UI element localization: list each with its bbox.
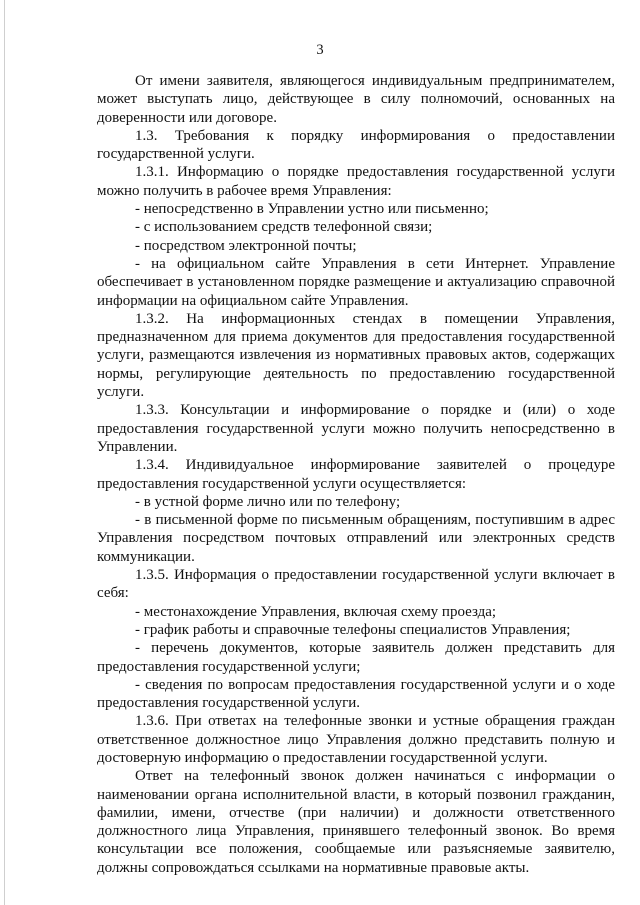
list-item-email: - посредством электронной почты; [135,237,357,254]
paragraph-representative: От имени заявителя, являющегося индивидуальным предпринимателем, может выступать лицо, действующее в силу полномочий, основанных на доверенности или договоре. [97,73,615,126]
list-item-status-info: - сведения по вопросам предоставления государственной услуги и о ходе предоставления государственной услуги. [97,676,615,712]
paragraph-1-3-1: 1.3.1. Информацию о порядке предоставления государственной услуги можно получить в рабочее время Управления: [97,164,615,199]
page-number: 3 [316,42,324,58]
list-item-location: - местонахождение Управления, включая схему проезда; [135,603,497,620]
list-item-documents: - перечень документов, которые заявитель должен представить для предоставления государственной услуги; [97,640,615,675]
scan-edge-line [4,0,5,905]
list-item-website: - на официальном сайте Управления в сети Интернет. Управление обеспечивает в установленном порядке размещение и актуализацию справочной информации на официальном сайте Управления. [97,255,615,309]
paragraph-1-3-2: 1.3.2. На информационных стендах в помещении Управления, предназначенном для приема документов для предоставления государственной услуги, размещаются извлечения из нормативных правовых актов, содержащих нормы, регулирующие деятельность по предоставлению государственной услуги. [97,310,615,401]
paragraph-phone-answer: Ответ на телефонный звонок должен начинаться с информации о наименовании органа исполнительной власти, в который позвонил гражданин, фамилии, имени, отчестве (при наличии) и должности ответственного должностного лица Управления, принявшего телефонный звонок. Во время консультации все положения, сообщаемые или разъясняемые заявителю, должны сопровождаться ссылками на нормативные правовые акты. [97,768,615,876]
list-item-in-person: - непосредственно в Управлении устно или письменно; [135,201,489,218]
paragraph-1-3-heading: 1.3. Требования к порядку информирования о предоставлении государственной услуги. [97,127,615,163]
list-item-telephone: - с использованием средств телефонной связи; [135,219,433,236]
list-item-schedule: - график работы и справочные телефоны специалистов Управления; [135,621,571,638]
list-item-oral: - в устной форме лично или по телефону; [135,493,401,510]
paragraph-1-3-4: 1.3.4. Индивидуальное информирование заявителей о процедуре предоставления государственной услуги осуществляется: [97,457,615,492]
list-item-written: - в письменной форме по письменным обращениям, поступившим в адрес Управления посредством почтовых отправлений или электронных средств коммуникации. [97,512,615,565]
paragraph-1-3-6: 1.3.6. При ответах на телефонные звонки и устные обращения граждан ответственное должностное лицо Управления должно представить полную и достоверную информацию о предоставлении государственной услуги. [97,713,615,766]
paragraph-1-3-3: 1.3.3. Консультации и информирование о порядке и (или) о ходе предоставления государственной услуги можно получить непосредственно в Управлении. [97,402,615,455]
document-body [97,72,615,877]
paragraph-1-3-5: 1.3.5. Информация о предоставлении государственной услуги включает в себя: [97,567,615,602]
